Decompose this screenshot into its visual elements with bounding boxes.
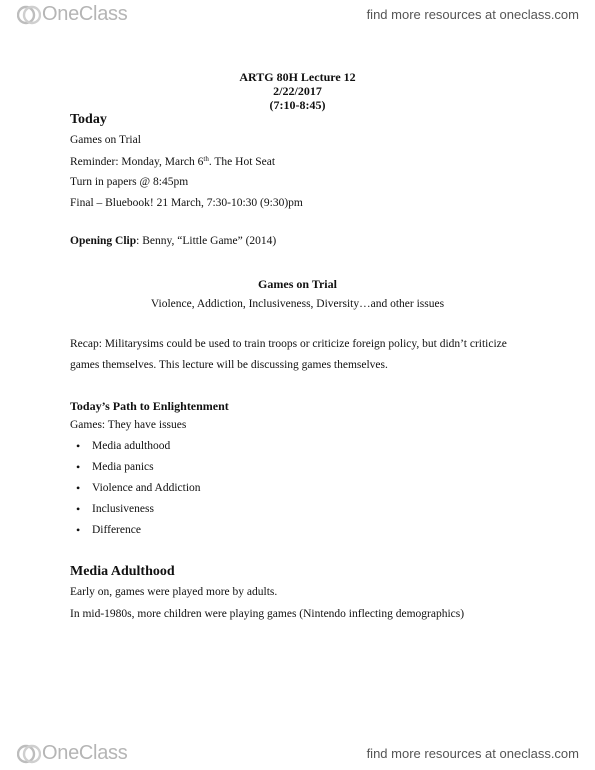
bottom-banner	[0, 736, 595, 770]
oneclass-logo-icon	[17, 744, 41, 764]
lecture-time: (7:10-8:45)	[269, 98, 326, 112]
adulthood-line-2: In mid-1980s, more children were playing games (Nintendo inflecting demographics)	[70, 608, 465, 620]
section-title: Games on Trial	[258, 277, 337, 291]
opening-clip-text: : Benny, “Little Game” (2014)	[136, 235, 277, 247]
oneclass-logo-icon	[17, 5, 41, 25]
oneclass-logo[interactable]	[17, 3, 127, 26]
recap-line-2: games themselves. This lecture will be discussing games themselves.	[70, 359, 388, 371]
opening-clip-label: Opening Clip	[70, 235, 137, 247]
oneclass-logo[interactable]	[17, 742, 127, 765]
today-line-games-on-trial: Games on Trial	[70, 134, 141, 146]
list-item: • Difference	[92, 524, 141, 536]
list-item: • Inclusiveness	[92, 503, 154, 515]
resources-link[interactable]: find more resources at oneclass.com	[366, 746, 579, 761]
today-line-reminder: Reminder: Monday, March 6th. The Hot Seat	[70, 155, 276, 168]
resources-link[interactable]: find more resources at oneclass.com	[366, 7, 579, 22]
course-title: ARTG 80H Lecture 12	[239, 70, 356, 84]
media-adulthood-heading: Media Adulthood	[70, 564, 175, 579]
list-item: • Violence and Addiction	[92, 482, 201, 494]
today-line-papers: Turn in papers @ 8:45pm	[70, 176, 189, 188]
brand-name: OneClass	[42, 742, 128, 764]
today-line-final: Final – Bluebook! 21 March, 7:30-10:30 (9:30)pm	[70, 197, 303, 209]
brand-name: OneClass	[42, 3, 128, 25]
path-heading: Today’s Path to Enlightenment	[70, 399, 229, 413]
top-banner	[0, 0, 595, 30]
today-heading: Today	[70, 112, 107, 127]
list-item: • Media panics	[92, 461, 154, 473]
section-subtitle: Violence, Addiction, Inclusiveness, Diversity…and other issues	[150, 298, 445, 310]
recap-line-1: Recap: Militarysims could be used to train troops or criticize foreign policy, but didn’t criticize	[70, 338, 507, 350]
adulthood-line-1: Early on, games were played more by adults.	[70, 586, 278, 598]
list-item: • Media adulthood	[92, 440, 170, 452]
lecture-date: 2/22/2017	[273, 84, 322, 98]
opening-clip	[70, 235, 276, 247]
path-intro: Games: They have issues	[70, 419, 187, 431]
